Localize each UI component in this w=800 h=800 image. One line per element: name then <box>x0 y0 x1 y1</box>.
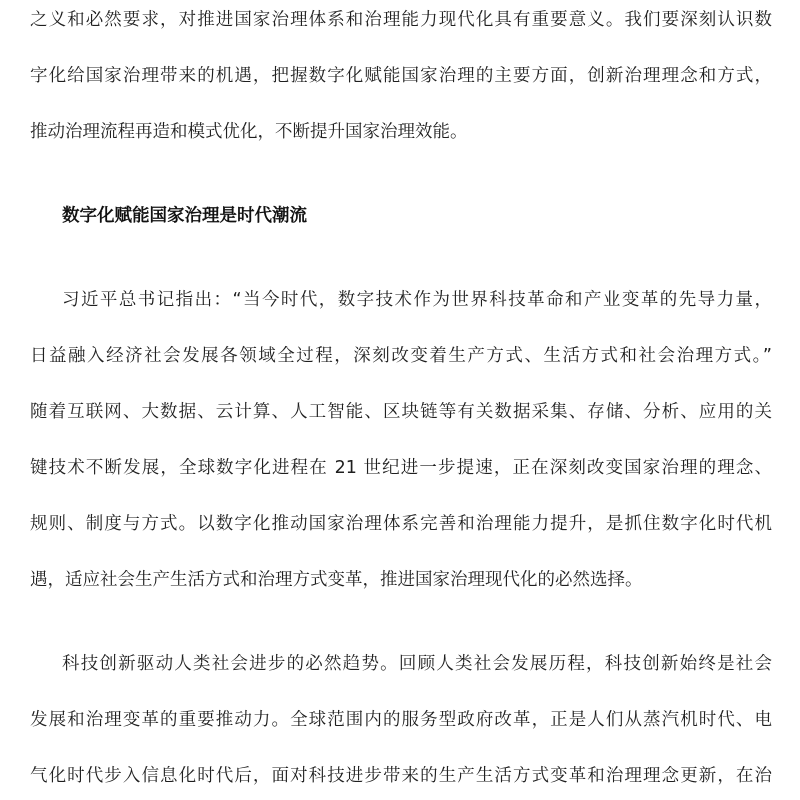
paragraph-line: 气化时代步入信息化时代后，面对科技进步带来的生产生活方式变革和治理理念更新，在治 <box>30 766 772 786</box>
paragraph-line: 科技创新驱动人类社会进步的必然趋势。回顾人类社会发展历程，科技创新始终是社会 <box>62 654 772 674</box>
paragraph-line: 日益融入经济社会发展各领域全过程，深刻改变着生产方式、生活方式和社会治理方式。” <box>30 346 772 366</box>
paragraph-line: 习近平总书记指出：“当今时代，数字技术作为世界科技革命和产业变革的先导力量， <box>62 290 772 310</box>
paragraph-line: 之义和必然要求，对推进国家治理体系和治理能力现代化具有重要意义。我们要深刻认识数 <box>30 10 772 30</box>
paragraph-line: 推动治理流程再造和模式优化，不断提升国家治理效能。 <box>30 122 468 142</box>
paragraph-line: 发展和治理变革的重要推动力。全球范围内的服务型政府改革，正是人们从蒸汽机时代、电 <box>30 710 772 730</box>
paragraph-line: 字化给国家治理带来的机遇，把握数字化赋能国家治理的主要方面，创新治理理念和方式， <box>30 66 772 86</box>
paragraph-line: 遇，适应社会生产生活方式和治理方式变革，推进国家治理现代化的必然选择。 <box>30 570 643 590</box>
paragraph-line: 键技术不断发展，全球数字化进程在 21 世纪进一步提速，正在深刻改变国家治理的理念、 <box>30 458 772 478</box>
section-heading: 数字化赋能国家治理是时代潮流 <box>62 206 307 226</box>
paragraph-line: 随着互联网、大数据、云计算、人工智能、区块链等有关数据采集、存储、分析、应用的关 <box>30 402 772 422</box>
paragraph-line: 规则、制度与方式。以数字化推动国家治理体系完善和治理能力提升，是抓住数字化时代机 <box>30 514 772 534</box>
